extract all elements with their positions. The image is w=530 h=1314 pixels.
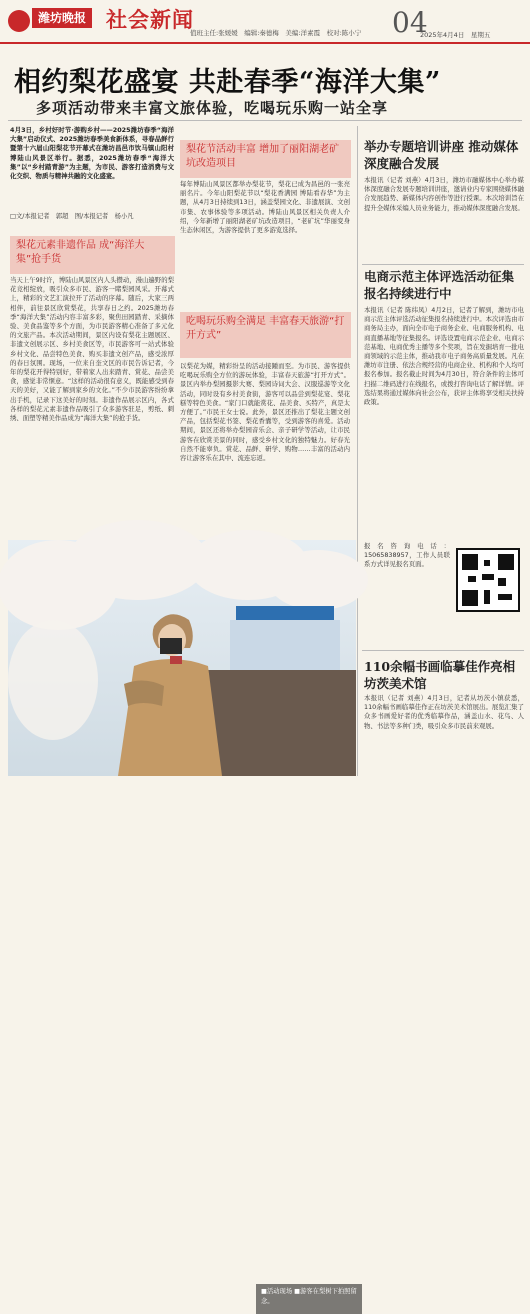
divider: [362, 650, 524, 651]
column-divider: [357, 126, 358, 776]
paper-logo-icon: [8, 10, 30, 32]
main-headline: 相约梨花盛宴 共赴春季“海洋大集”: [14, 67, 441, 98]
article-body-col2: 每年博陆山风景区都举办梨花节，梨花已成为昌邑的一张亮丽名片。今年山阳梨花节以“梨花香满园 博陆看春华”为主题，从4月3日持续到13日，涵盖梨园文化、非遗展演、文创市集、农事体验等多项活动。博陆山风景区相关负责人介绍，今年新增了丽阳湖老矿坑改造项目，“老矿坑”华丽变身生态休闲区，为游客提供了更多游览选择。: [180, 180, 350, 235]
article-lead: 4月3日，乡村好时节·游购乡村——2025潍坊春季“海洋大集”启动仪式、2025潍坊春季美食新体系，寻春品鲜行暨第十六届山阳梨花节开幕式在潍坊昌邑市饮马镇山阳村博陆山风景区举行。据悉，2025潍坊春季“海洋大集”以“乡村踏青游”为主题，为市民、游客打造消费与文化交织、物质与精神共融的文化盛宴。: [10, 126, 174, 181]
issue-date: 2025年4月4日 星期五: [420, 31, 491, 39]
article-byline: □文/本报记者 郭超 图/本报记者 杨小凡: [10, 213, 134, 220]
article-body-col1: 当天上午9时许，博陆山风景区内人头攒动，漫山遍野的梨花竞相绽放，吸引众多市民、游客一睹梨园风采。开幕式上，精彩的文艺汇演拉开了活动的序幕。随后，大家三两相伴，前往景区欣赏梨花，共享春日之约。2025潍坊春季“海洋大集”活动内容丰富多彩，聚焦田园踏青、采摘体验、美食品鉴等多个方面，为市民游客精心准备了多元化的文旅产品。本次活动期间，景区内设有梨花主题展区、非遗文创展示区、乡村美食区等，市民游客可一站式体验乡村文化、品尝特色美食、购买非遗文创产品，感受浓厚的春日氛围。现场，一位来自奎文区的市民告诉记者，今年的梨花开得特别好，带着家人出来踏青、赏花、品尝美食，感觉非常惬意。“这样的活动很有意义，既能感受到春天的美好，又能了解到家乡的文化。”不少市民游客纷纷拿出手机，记录下这美好的时刻。非遗作品展示区内，各式各样的梨花元素非遗作品吸引了众多游客驻足，剪纸、刺绣、面塑等精美作品成为“海洋大集”的抢手货。: [10, 276, 174, 423]
masthead: [0, 0, 530, 44]
news-headline-3: 110余幅书画临摹佳作亮相坊茨美术馆: [364, 659, 516, 691]
page-number: 04: [392, 6, 428, 39]
article-body-col2b: 以梨花为媒，精彩纷呈的活动接踵而至。为市民、游客提供吃喝玩乐购全方位的游玩体验，丰富春天旅游“打开方式”。景区内举办梨园摄影大赛、梨园诗词大会、汉服巡游等文化活动，同时设有乡村美食街，游客可以品尝到梨花宴、梨花糕等特色美食。“家门口就能赏花、品美食、买特产，真是太方便了。”市民王女士说。此外，景区还推出了梨花主题文创产品，包括梨花书签、梨花香囊等，受到游客的喜爱。活动期间，景区还将举办梨园音乐会、亲子研学等活动，让市民游客在欣赏美景的同时，感受乡村文化的独特魅力。好春光自然不能辜负。赏花、品鲜、研学、购物……丰富的活动内容让游客乐在其中、流连忘返。: [180, 362, 350, 463]
paper-name: 潍坊晚报: [32, 8, 92, 28]
sub-headline: 多项活动带来丰富文旅体验，吃喝玩乐购一站全享: [36, 99, 389, 117]
subhead-box-1: 梨花元素非遗作品 成“海洋大集”抢手货: [10, 236, 175, 274]
subhead-box-2: 梨花节活动丰富 增加了丽阳湖老矿坑改造项目: [180, 140, 351, 178]
news-body-2-contact: 报名咨询电话：15065838957，工作人员联系方式详见报名页面。: [364, 542, 450, 569]
event-photo: [8, 540, 357, 1305]
news-headline-1: 举办专题培训讲座 推动媒体深度融合发展: [364, 139, 519, 171]
qr-code-icon: [456, 548, 520, 612]
woman-photographer: [104, 596, 234, 776]
divider: [362, 264, 524, 265]
divider: [8, 120, 522, 121]
news-body-3: 本报讯（记者 刘燕）4月3日，记者从坊茨小镇获悉，110余幅书画临摹佳作正在坊茨美术馆展出。展览汇集了众多书画爱好者的优秀临摹作品，涵盖山水、花鸟、人物、书法等多种门类，吸引众多市民前来观展。: [364, 694, 524, 730]
news-body-2: 本报讯（记者 陈纬凤）4月2日，记者了解到，潍坊市电商示范主体评选活动征集报名持续进行中。本次评选由市商务局主办，面向全市电子商务企业、电商服务机构、电商直播基地等征集报名。评选设置电商示范企业、电商示范基地、电商优秀主播等多个奖项，旨在发掘培育一批电商领域的示范主体，推动我市电子商务高质量发展。凡在潍坊市注册、依法合规经营的电商企业、机构和个人均可报名参加。报名截止时间为4月30日，符合条件的主体可扫描二维码进行在线报名，或拨打咨询电话了解详情。评选结果将通过媒体向社会公布，获评主体将享受相关扶持政策。: [364, 306, 524, 407]
news-body-1: 本报讯（记者 刘燕）4月3日，潍坊市融媒体中心举办媒体深度融合发展专题培训讲座，邀请业内专家围绕媒体融合发展趋势、新媒体内容创作等进行授课。本次培训旨在提升全媒体采编人员业务能力，推动媒体深度融合发展。: [364, 176, 524, 212]
news-headline-2: 电商示范主体评选活动征集报名持续进行中: [364, 269, 515, 301]
subhead-box-3: 吃喝玩乐购全满足 丰富春天旅游“打开方式”: [180, 312, 351, 358]
section-title: 社会新闻: [106, 7, 194, 32]
staff-credits: 值班主任:张媛媛 编辑:秦德梅 美编:洋素霞 校对:陈小宁: [190, 29, 362, 37]
photo-caption: ■活动现场 ■游客在梨树下拍照留念。: [256, 1284, 362, 1314]
